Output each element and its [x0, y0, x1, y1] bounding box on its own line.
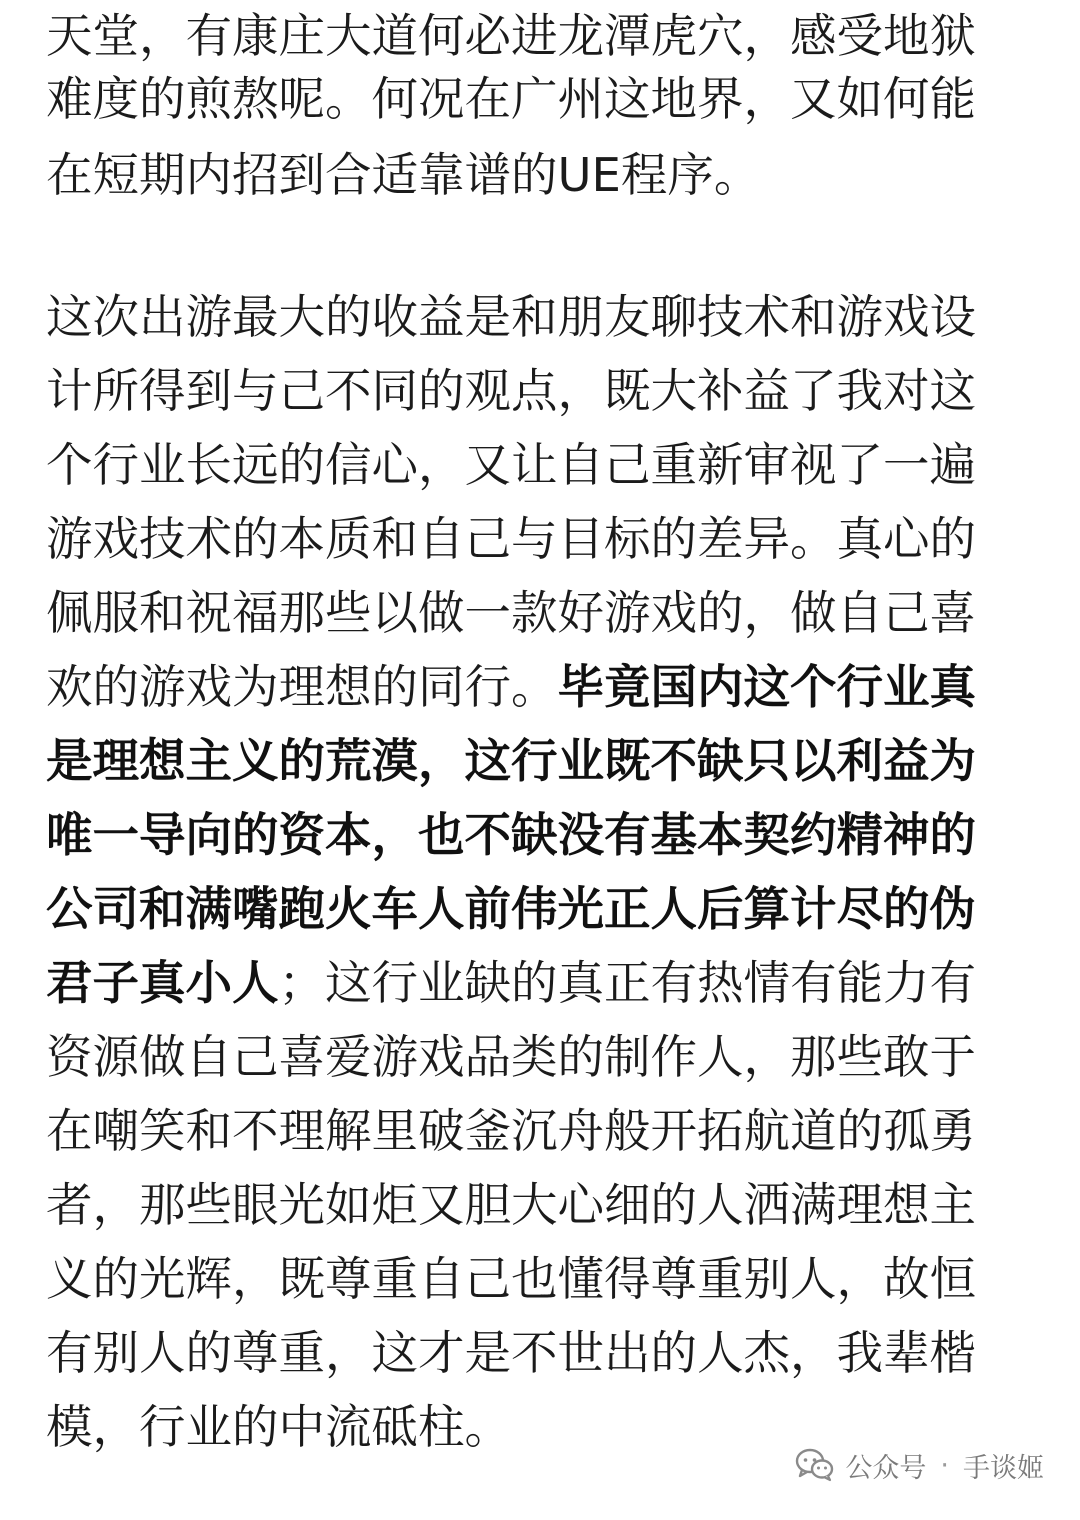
paragraph-line	[46, 1095, 976, 1167]
text-segment: 欢的游戏为理想的同行。	[46, 660, 558, 714]
bold-text: 毕竟国内这个行业真	[557, 660, 976, 714]
paragraph-line	[46, 63, 976, 135]
paragraph-line	[46, 873, 976, 945]
bold-text: 唯一导向的资本，也不缺没有基本契约精神的	[46, 808, 976, 862]
paragraph-line	[46, 1391, 511, 1463]
paragraph-line	[46, 281, 976, 353]
paragraph-line	[46, 577, 976, 649]
watermark-separator: ·	[940, 1449, 949, 1481]
paragraph-line	[46, 429, 976, 501]
paragraph-line	[46, 725, 976, 797]
bold-text: 君子真小人	[46, 956, 279, 1010]
text-segment: 资源做自己喜爱游戏品类的制作人，那些敢于	[46, 1030, 976, 1084]
wechat-icon	[795, 1448, 835, 1482]
text-segment: 天堂，有康庄大道何必进龙潭虎穴，感受地狱	[46, 9, 976, 63]
watermark-label: 公众号	[845, 1452, 927, 1484]
text-segment: 者，那些眼光如炬又胆大心细的人洒满理想主	[46, 1178, 976, 1232]
text-segment: 模，行业的中流砥柱。	[46, 1400, 511, 1454]
text-segment: 义的光辉，既尊重自己也懂得尊重别人，故恒	[46, 1252, 976, 1306]
text-segment: ；这行业缺的真正有热情有能力有	[278, 956, 976, 1010]
paragraph-line	[46, 651, 976, 723]
text-segment: 在嘲笑和不理解里破釜沉舟般开拓航道的孤勇	[46, 1104, 976, 1158]
paragraph-line	[46, 1243, 976, 1315]
text-segment: 难度的煎熬呢。何况在广州这地界，又如何能	[46, 72, 976, 126]
bold-text: 是理想主义的荒漠，这行业既不缺只以利益为	[46, 734, 976, 788]
text-segment: 佩服和祝福那些以做一款好游戏的，做自己喜	[46, 586, 976, 640]
paragraph-line	[46, 799, 976, 871]
text-segment: 个行业长远的信心，又让自己重新审视了一遍	[46, 438, 976, 492]
text-segment: 这次出游最大的收益是和朋友聊技术和游戏设	[46, 290, 976, 344]
text-segment: 游戏技术的本质和自己与目标的差异。真心的	[46, 512, 976, 566]
paragraph-line	[46, 1169, 976, 1241]
paragraph-line	[46, 947, 976, 1019]
paragraph-line	[46, 503, 976, 575]
watermark-account: 手谈姬	[963, 1452, 1044, 1484]
paragraph-line	[46, 1317, 976, 1389]
paragraph-line	[46, 0, 976, 72]
text-segment: 在短期内招到合适靠谱的UE程序。	[46, 148, 761, 202]
paragraph-line	[46, 139, 760, 211]
bold-text: 公司和满嘴跑火车人前伟光正人后算计尽的伪	[46, 882, 976, 936]
text-segment: 计所得到与己不同的观点，既大补益了我对这	[46, 364, 976, 418]
text-segment: 有别人的尊重，这才是不世出的人杰，我辈楷	[46, 1326, 976, 1380]
paragraph-line	[46, 355, 976, 427]
watermark	[795, 1443, 1044, 1487]
paragraph-line	[46, 1021, 976, 1093]
